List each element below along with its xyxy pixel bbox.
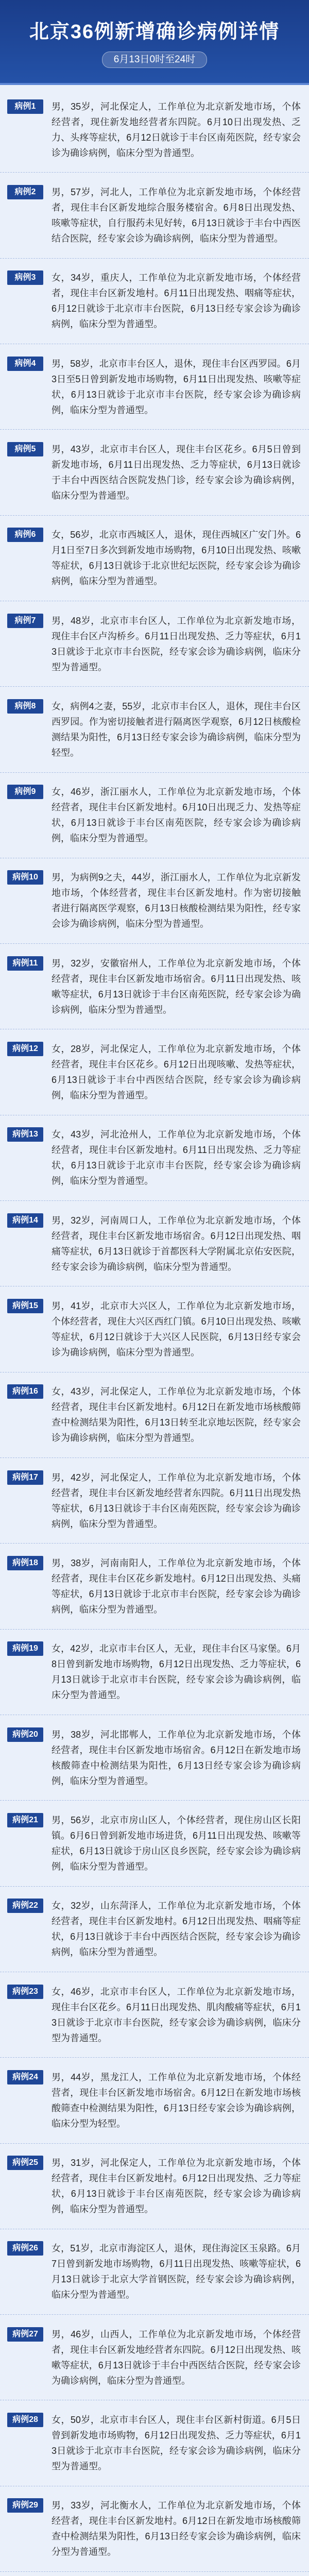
case-item — [0, 516, 309, 601]
case-item-content — [0, 784, 309, 846]
case-description: 女，42岁，北京市丰台区人，无业，现住丰台区马家堡。6月8日曾到新发地市场购物，6月12日出现发热、乏力等症状，6月13日就诊于北京市丰台医院，经专家会诊为确诊病例，临床分型为普通型。 — [52, 1643, 301, 1701]
case-list — [0, 85, 309, 2576]
case-item-content — [0, 699, 309, 760]
case-item — [0, 2572, 309, 2576]
case-description: 男，41岁，北京市大兴区人，工作单位为北京新发地市场，个体经营者，现住大兴区西红门镇。6月10日出现发热、咳嗽等症状，6月12日就诊于大兴区人民医院，6月13日经专家会诊为确诊病例，临床分型为普通型。 — [52, 1301, 301, 1358]
case-item — [0, 87, 309, 173]
case-item-content — [0, 2241, 309, 2302]
case-description: 男，58岁，北京市丰台区人，退休，现住丰台区西罗园。6月3日至5日曾到新发地市场购物，6月11日出现发热、咳嗽等症状，6月13日就诊于北京市丰台医院，经专家会诊为确诊病例，临床分型为普通型。 — [52, 358, 301, 415]
case-description: 男，48岁，北京市丰台区人，工作单位为北京新发地市场，现住丰台区卢沟桥乡。6月11日出现发热、乏力等症状，6月13日就诊于北京市丰台医院，经专家会诊为确诊病例，临床分型为普通型。 — [52, 615, 301, 672]
date-range-badge: 6月13日0时至24时 — [102, 52, 207, 68]
case-item-content — [0, 2412, 309, 2474]
case-item — [0, 344, 309, 430]
case-item — [0, 858, 309, 944]
case-description: 男，35岁，河北保定人，工作单位为北京新发地市场，个体经营者，现住新发地经营者东四院。6月10日出现发热、乏力、头疼等症状，6月12日就诊于丰台区南苑医院，经专家会诊为确诊病例，临床分型为普通型。 — [52, 101, 301, 158]
case-description: 女，46岁，北京市丰台区人，工作单位为北京新发地市场，现住丰台区花乡。6月11日出现发热、肌肉酸痛等症状，6月13日就诊于北京市丰台医院，经专家会诊为确诊病例，临床分型为普通型。 — [52, 1986, 301, 2043]
case-item — [0, 2144, 309, 2229]
case-item-content — [0, 1984, 309, 2046]
case-item — [0, 773, 309, 858]
case-label: 病例19 — [7, 1641, 43, 1656]
case-label: 病例7 — [7, 614, 43, 628]
case-description: 女，34岁，重庆人，工作单位为北京新发地市场，个体经营者，现住丰台区新发地村。6月11日出现发热、咽痛等症状，6月12日就诊于北京市丰台医院，6月13日经专家会诊为确诊病例，临床分型为普通型。 — [52, 273, 301, 330]
case-item-content — [0, 356, 309, 418]
case-label: 病例17 — [7, 1470, 43, 1485]
case-item-content — [0, 1298, 309, 1360]
case-item — [0, 2400, 309, 2486]
case-label: 病例28 — [7, 2413, 43, 2427]
case-item — [0, 2229, 309, 2315]
case-item — [0, 687, 309, 772]
case-description: 男，32岁，河南周口人，工作单位为北京新发地市场，个体经营者，现住丰台区新发地市场宿舍。6月12日出现发热、咽痛等症状，6月13日就诊于首都医科大学附属北京佑安医院，经专家会诊为确诊病例，临床分型为普通型。 — [52, 1215, 301, 1272]
case-label: 病例6 — [7, 528, 43, 542]
case-description: 男，38岁，河南南阳人，工作单位为北京新发地市场，个体经营者，现住丰台区花乡新发地村。6月12日出现发热、头痛等症状，6月13日就诊于北京市丰台医院，经专家会诊为确诊病例，临床分型为普通型。 — [52, 1557, 301, 1615]
case-description: 女，43岁，河北沧州人，工作单位为北京新发地市场，个体经营者，现住丰台区新发地村。6月11日出现发热、乏力等症状，6月13日就诊于北京市丰台医院，经专家会诊为确诊病例，临床分型为普通型。 — [52, 1129, 301, 1187]
case-label: 病例23 — [7, 1985, 43, 1999]
case-item — [0, 1458, 309, 1544]
case-description: 女，43岁，河北保定人，工作单位为北京新发地市场，个体经营者，现住丰台区新发地村。6月12日在新发地市场核酸筛查中检测结果为阳性，6月13日转至北京地坛医院，经专家会诊为确诊病例，临床分型为普通型。 — [52, 1386, 301, 1444]
case-item — [0, 1887, 309, 1972]
case-description: 女，病例4之妻，55岁，北京市丰台区人，退休，现住丰台区西罗园。作为密切接触者进行隔离医学观察，6月12日核酸检测结果为阳性，6月13日经专家会诊为确诊病例，临床分型为轻型。 — [52, 701, 301, 758]
case-label: 病例8 — [7, 699, 43, 714]
case-label: 病例24 — [7, 2070, 43, 2084]
case-item — [0, 1544, 309, 1629]
case-item-content — [0, 1555, 309, 1617]
case-label: 病例4 — [7, 357, 43, 371]
case-item-content — [0, 527, 309, 589]
case-description: 女，50岁，北京市丰台区人，现住丰台区新村街道。6月5日曾到新发地市场购物，6月12日出现发热、乏力等症状，6月13日就诊于北京市丰台医院，经专家会诊为确诊病例，临床分型为普通型。 — [52, 2415, 301, 2472]
case-label: 病例25 — [7, 2156, 43, 2170]
case-item-content — [0, 1727, 309, 1789]
case-label: 病例15 — [7, 1299, 43, 1313]
case-item-content — [0, 2327, 309, 2388]
case-description: 男，38岁，河北邯郸人，工作单位为北京新发地市场，个体经营者，现住丰台区新发地市场宿舍。6月12日在新发地市场核酸筛查中检测结果为阳性，6月13日经专家会诊为确诊病例，临床分型为普通型。 — [52, 1729, 301, 1786]
case-label: 病例21 — [7, 1813, 43, 1827]
case-item — [0, 1029, 309, 1115]
case-item-content — [0, 1812, 309, 1874]
case-label: 病例11 — [7, 956, 43, 971]
case-item-content — [0, 1041, 309, 1103]
case-label: 病例26 — [7, 2241, 43, 2256]
case-item-content — [0, 99, 309, 161]
case-item — [0, 1630, 309, 1715]
case-item — [0, 430, 309, 515]
case-label: 病例22 — [7, 1899, 43, 1913]
case-item — [0, 1286, 309, 1372]
case-label: 病例3 — [7, 270, 43, 285]
case-item-content — [0, 1641, 309, 1703]
case-description: 女，32岁，山东菏泽人，工作单位为北京新发地市场，个体经营者，现住丰台区新发地村。6月12日出现发热、咽痛等症状，6月13日就诊于丰台中西医结合医院，经专家会诊为确诊病例，临床分型为普通型。 — [52, 1901, 301, 1958]
case-label: 病例9 — [7, 785, 43, 799]
case-item-content — [0, 613, 309, 675]
case-item — [0, 1372, 309, 1458]
case-item — [0, 2315, 309, 2400]
page-title: 北京36例新增确诊病例详情 — [29, 21, 280, 43]
case-description: 男，为病例9之夫，44岁，浙江丽水人，工作单位为北京新发地市场，个体经营者，现住丰台区新发地村。作为密切接触者进行隔离医学观察，6月13日核酸检测结果为阳性，经专家会诊为确诊病例，临床分型为普通型。 — [52, 872, 301, 929]
case-item — [0, 173, 309, 258]
case-description: 女，51岁，北京市海淀区人，退休，现住海淀区玉泉路。6月7日曾到新发地市场购物，6月11日出现发热、咳嗽等症状，6月13日就诊于北京大学首钢医院，经专家会诊为确诊病例，临床分型为普通型。 — [52, 2243, 301, 2300]
case-item-content — [0, 1213, 309, 1275]
case-item-content — [0, 1898, 309, 1960]
case-item — [0, 601, 309, 687]
case-item-content — [0, 270, 309, 332]
case-label: 病例16 — [7, 1384, 43, 1399]
case-label: 病例29 — [7, 2498, 43, 2513]
case-label: 病例27 — [7, 2327, 43, 2342]
case-item-content — [0, 2070, 309, 2131]
case-description: 女，56岁，北京市西城区人，退休，现住西城区广安门外。6月1日至7日多次到新发地市场购物，6月10日出现发热、咳嗽等症状，6月13日就诊于北京世纪坛医院，经专家会诊为确诊病例，临床分型为普通型。 — [52, 530, 301, 587]
case-description: 男，57岁，河北人，工作单位为北京新发地市场，个体经营者，现住丰台区新发地综合服务楼宿舍。6月8日出现发热、咳嗽等症状，自行服药未见好转，6月13日就诊于丰台中西医结合医院，经专家会诊为确诊病例，临床分型为普通型。 — [52, 187, 301, 244]
case-item — [0, 1972, 309, 2058]
case-description: 男，46岁，山西人，工作单位为北京新发地市场，个体经营者，现住丰台区新发地经营者东四院。6月12日出现发热、咳嗽等症状，6月13日就诊于丰台中西医结合医院，经专家会诊为确诊病例，临床分型为普通型。 — [52, 2329, 301, 2386]
case-description: 男，32岁，安徽宿州人，工作单位为北京新发地市场，个体经营者，现住丰台区新发地市场宿舍。6月11日出现发热、咳嗽等症状，6月13日就诊于丰台区南苑医院，经专家会诊为确诊病例，临床分型为普通型。 — [52, 958, 301, 1015]
case-description: 男，56岁，北京市房山区人，个体经营者，现住房山区长阳镇。6月6日曾到新发地市场进货，6月11日出现发热、咳嗽等症状，6月13日就诊于房山区良乡医院，经专家会诊为确诊病例，临床分型为普通型。 — [52, 1815, 301, 1872]
case-item — [0, 2486, 309, 2572]
case-description: 男，42岁，河北保定人，工作单位为北京新发地市场，个体经营者，现住丰台区新发地经营者东四院。6月11日出现发热等症状，6月13日就诊于丰台区南苑医院，经专家会诊为确诊病例，临床分型为普通型。 — [52, 1472, 301, 1529]
header-banner — [0, 0, 309, 85]
case-item — [0, 259, 309, 344]
case-item-content — [0, 1127, 309, 1189]
case-item — [0, 1115, 309, 1201]
case-item — [0, 944, 309, 1029]
case-item — [0, 2058, 309, 2143]
case-label: 病例1 — [7, 99, 43, 114]
case-item-content — [0, 956, 309, 1018]
case-item — [0, 1715, 309, 1801]
case-label: 病例5 — [7, 442, 43, 456]
case-description: 女，28岁，河北保定人，工作单位为北京新发地市场，个体经营者，现住丰台区花乡。6月12日出现咳嗽、发热等症状，6月13日就诊于丰台中西医结合医院，经专家会诊为确诊病例，临床分型为普通型。 — [52, 1044, 301, 1101]
case-item — [0, 1801, 309, 1886]
case-label: 病例18 — [7, 1556, 43, 1570]
case-item-content — [0, 442, 309, 503]
case-description: 男，44岁，黑龙江人，工作单位为北京新发地市场，个体经营者，现住丰台区新发地市场宿舍。6月12日在新发地市场核酸筛查中检测结果为阳性，6月13日经专家会诊为确诊病例，临床分型为轻型。 — [52, 2072, 301, 2129]
case-description: 女，46岁，浙江丽水人，工作单位为北京新发地市场，个体经营者，现住丰台区新发地村。6月10日出现乏力、发热等症状，6月13日就诊于丰台区南苑医院，经专家会诊为确诊病例，临床分型为普通型。 — [52, 787, 301, 844]
case-item-content — [0, 870, 309, 931]
case-label: 病例12 — [7, 1042, 43, 1056]
case-description: 男，33岁，河北衡水人，工作单位为北京新发地市场，个体经营者，现住丰台区新发地村。6月12日在新发地市场核酸筛查中检测结果为阳性，6月13日经专家会诊为确诊病例，临床分型为普通型。 — [52, 2500, 301, 2557]
case-label: 病例2 — [7, 185, 43, 199]
case-label: 病例13 — [7, 1127, 43, 1142]
case-description: 男，31岁，河北保定人，工作单位为北京新发地市场，个体经营者，现住丰台区新发地村。6月12日出现发热、乏力等症状，6月13日就诊于丰台区南苑医院，经专家会诊为确诊病例，临床分型为普通型。 — [52, 2158, 301, 2215]
case-label: 病例20 — [7, 1727, 43, 1742]
case-label: 病例10 — [7, 870, 43, 885]
case-item-content — [0, 1384, 309, 1446]
case-item — [0, 1201, 309, 1286]
case-item-content — [0, 1470, 309, 1532]
case-description: 男，43岁，北京市丰台区人，现住丰台区花乡。6月5日曾到新发地市场，6月11日出现发热、乏力等症状，6月13日就诊于丰台中西医结合医院发热门诊，经专家会诊为确诊病例，临床分型为普通型。 — [52, 444, 301, 501]
case-item-content — [0, 2155, 309, 2217]
case-item-content — [0, 184, 309, 246]
case-item-content — [0, 2498, 309, 2560]
case-label: 病例14 — [7, 1213, 43, 1228]
